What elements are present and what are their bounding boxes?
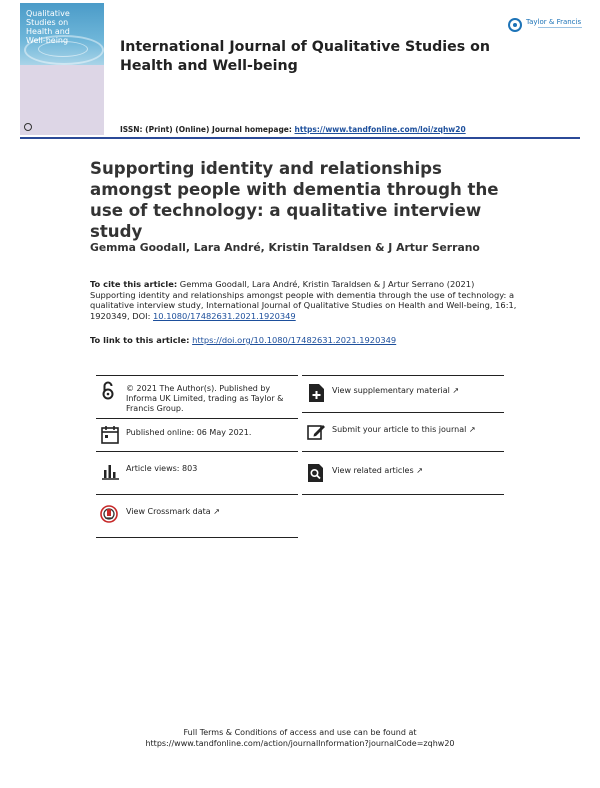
cover-publisher-logo-icon (24, 123, 32, 131)
article-views: Article views: 803 (126, 464, 198, 473)
crossmark-link[interactable] (100, 504, 300, 524)
footer-terms-text: Full Terms & Conditions of access and use can be found at (183, 728, 417, 737)
citation-doi-link[interactable]: 10.1080/17482631.2021.1920349 (153, 310, 296, 321)
divider (96, 451, 298, 452)
footer (0, 727, 600, 749)
divider (302, 412, 504, 413)
cover-title (26, 9, 100, 45)
divider (96, 418, 298, 419)
citation-text: Gemma Goodall, Lara André, Kristin Taraldsen & J Artur Serrano (2021) Supporting identity and relationships amongst people with dementia through the use of technology: a qualitative interview study, International Journal of Qualitative Studies on Health and Well-being, 16:1, 1920349, DOI: (90, 279, 517, 321)
external-link-icon: ↗ (213, 507, 220, 516)
journal-homepage-link[interactable]: https://www.tandfonline.com/loi/zqhw20 (294, 125, 466, 134)
issn-label: ISSN: (Print) (Online) Journal homepage: (120, 125, 292, 134)
article-doi-link[interactable]: https://doi.org/10.1080/17482631.2021.1920349 (192, 335, 397, 345)
divider (96, 494, 298, 495)
license-info (100, 381, 300, 414)
external-link-icon: ↗ (468, 425, 476, 434)
footer-terms-link[interactable]: https://www.tandfonline.com/action/journalInformation?journalCode=zqhw20 (145, 739, 455, 748)
external-link-icon: ↗ (416, 466, 423, 475)
divider (302, 451, 504, 452)
crossmark-label: View Crossmark data (126, 507, 211, 516)
calendar-icon (100, 425, 122, 445)
cover-title-line: Well-being (26, 36, 69, 45)
published-date: Published online: 06 May 2021. (126, 428, 252, 437)
submit-label: Submit your article to this journal (332, 425, 467, 434)
crossmark-icon (100, 504, 122, 524)
bar-chart-icon (100, 461, 122, 481)
divider (96, 375, 298, 376)
article-title: Supporting identity and relationships amongst people with dementia through the use of technology: a qualitative interview study (90, 159, 499, 241)
citation-label: To cite this article: (90, 279, 178, 289)
divider (302, 375, 504, 376)
header-divider (20, 137, 580, 139)
add-file-icon (306, 383, 328, 403)
publisher-name: Taylor & Francis (526, 18, 582, 26)
link-label: To link to this article: (90, 335, 190, 345)
search-document-icon (306, 463, 328, 483)
cover-title-line: Health and (26, 27, 70, 36)
open-access-icon (100, 381, 122, 401)
publisher-logo-rule (538, 27, 582, 31)
journal-title: International Journal of Qualitative Studies on Health and Well-being (120, 39, 491, 74)
supplementary-link[interactable] (306, 383, 506, 403)
publisher-logo (508, 14, 588, 38)
publisher-logo-icon (508, 18, 522, 32)
related-label: View related articles (332, 466, 414, 475)
article-authors: Gemma Goodall, Lara André, Kristin Taraldsen & J Artur Serrano (90, 241, 480, 254)
divider (302, 494, 504, 495)
views-info (100, 461, 300, 481)
published-info (100, 425, 300, 445)
license-text: © 2021 The Author(s). Published by Informa UK Limited, trading as Taylor & Francis Group. (126, 384, 284, 413)
submit-article-link[interactable] (306, 422, 506, 442)
edit-icon (306, 422, 328, 442)
supplementary-label: View supplementary material (332, 386, 450, 395)
external-link-icon: ↗ (452, 386, 460, 395)
citation-block (90, 279, 520, 321)
issn-line (120, 125, 590, 134)
cover-title-line: Qualitative Studies on (26, 9, 70, 27)
journal-cover (20, 3, 104, 135)
article-link-line (90, 335, 520, 345)
related-articles-link[interactable] (306, 463, 506, 483)
divider (96, 537, 298, 538)
